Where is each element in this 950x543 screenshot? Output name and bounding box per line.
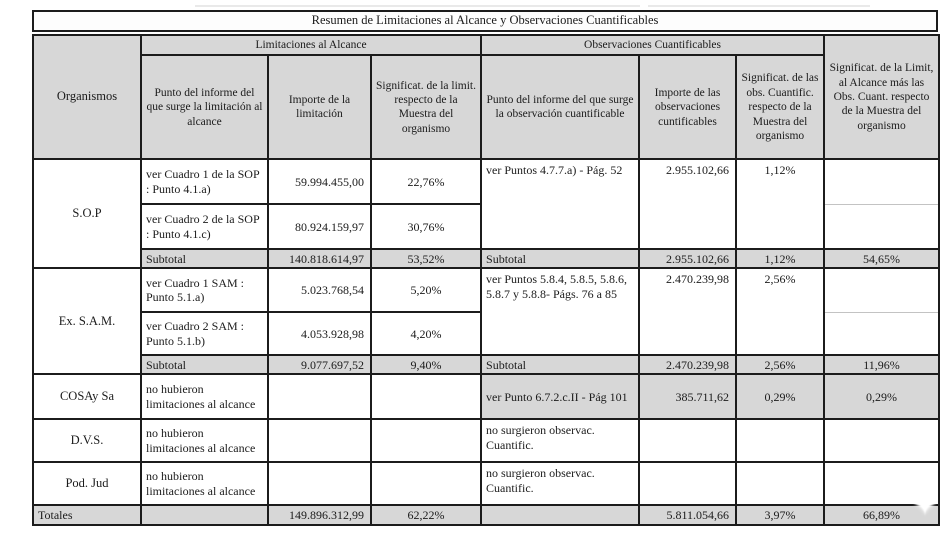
sam-subtotal-importe-obs: 2.470.239,98 bbox=[639, 355, 736, 374]
sam-subtotal-label-obs: Subtotal bbox=[481, 355, 639, 374]
header-group-limitaciones: Limitaciones al Alcance bbox=[141, 35, 481, 55]
header-importe-limitacion: Importe de la limitación bbox=[268, 55, 371, 159]
sop-limitacion-2-punto: ver Cuadro 2 de la SOP : Punto 4.1.c) bbox=[141, 204, 268, 249]
sop-signif-total-empty bbox=[824, 159, 939, 204]
org-name-cosay: COSAy Sa bbox=[33, 374, 141, 419]
table-row bbox=[33, 159, 939, 204]
totales-signif-total: 66,89% bbox=[824, 505, 939, 525]
table-row bbox=[33, 374, 939, 419]
sam-subtotal-label: Subtotal bbox=[141, 355, 268, 374]
sam-limitacion-2-importe: 4.053.928,98 bbox=[268, 312, 371, 355]
sop-limitacion-2-importe: 80.924.159,97 bbox=[268, 204, 371, 249]
sam-subtotal-signif-obs: 2,56% bbox=[736, 355, 824, 374]
totales-signif-lim: 62,22% bbox=[371, 505, 481, 525]
sop-subtotal-signif-lim: 53,52% bbox=[371, 249, 481, 268]
header-group-observaciones: Observaciones Cuantificables bbox=[481, 35, 824, 55]
table-row bbox=[33, 268, 939, 312]
table-sheet bbox=[32, 10, 938, 526]
sop-subtotal-signif-total: 54,65% bbox=[824, 249, 939, 268]
scan-artifact bbox=[195, 5, 640, 7]
sam-limitacion-1-signif: 5,20% bbox=[371, 268, 481, 312]
sop-subtotal-label: Subtotal bbox=[141, 249, 268, 268]
header-organismos: Organismos bbox=[33, 35, 141, 159]
header-signif-limit-mas-obs: Significat. de la Limit, al Alcance más las Obs. Cuant. respecto de la Muestra del organismo bbox=[824, 35, 939, 159]
totales-importe-lim: 149.896.312,99 bbox=[268, 505, 371, 525]
org-name-dvs: D.V.S. bbox=[33, 419, 141, 462]
table-row bbox=[33, 35, 939, 55]
dvs-observacion-punto: no surgieron observac. Cuantific. bbox=[481, 419, 639, 462]
sam-limitacion-1-importe: 5.023.768,54 bbox=[268, 268, 371, 312]
sam-observacion-signif: 2,56% bbox=[736, 268, 824, 355]
sam-signif-total-empty bbox=[824, 312, 939, 355]
sop-limitacion-2-signif: 30,76% bbox=[371, 204, 481, 249]
cosay-observacion-punto: ver Punto 6.7.2.c.II - Pág 101 bbox=[481, 374, 639, 419]
cosay-limitacion: no hubieron limitaciones al alcance bbox=[141, 374, 268, 419]
table-row bbox=[33, 55, 939, 159]
sam-subtotal-signif-lim: 9,40% bbox=[371, 355, 481, 374]
sparkle-watermark-icon: ✦ bbox=[912, 488, 938, 523]
podjud-observacion-importe-empty bbox=[639, 462, 736, 505]
sam-signif-total-empty bbox=[824, 268, 939, 312]
cosay-signif-lim-empty bbox=[371, 374, 481, 419]
dvs-observacion-signif-empty bbox=[736, 419, 824, 462]
header-signif-limitacion: Significat. de la limit. respecto de la Muestra del organismo bbox=[371, 55, 481, 159]
totales-punto-empty bbox=[141, 505, 268, 525]
sam-limitacion-2-signif: 4,20% bbox=[371, 312, 481, 355]
podjud-signif-lim-empty bbox=[371, 462, 481, 505]
table-row bbox=[33, 249, 939, 268]
org-name-podjud: Pod. Jud bbox=[33, 462, 141, 505]
cosay-observacion-signif: 0,29% bbox=[736, 374, 824, 419]
dvs-observacion-importe-empty bbox=[639, 419, 736, 462]
table-row bbox=[33, 462, 939, 505]
dvs-signif-lim-empty bbox=[371, 419, 481, 462]
dvs-signif-total-empty bbox=[824, 419, 939, 462]
table-row bbox=[33, 419, 939, 462]
sop-limitacion-1-punto: ver Cuadro 1 de la SOP : Punto 4.1.a) bbox=[141, 159, 268, 204]
summary-table bbox=[32, 34, 940, 526]
sam-observacion-importe: 2.470.239,98 bbox=[639, 268, 736, 355]
totales-label: Totales bbox=[33, 505, 141, 525]
sop-subtotal-importe-obs: 2.955.102,66 bbox=[639, 249, 736, 268]
sam-limitacion-2-punto: ver Cuadro 2 SAM : Punto 5.1.b) bbox=[141, 312, 268, 355]
podjud-observacion-punto: no surgieron observac. Cuantific. bbox=[481, 462, 639, 505]
header-signif-observaciones: Significat. de las obs. Cuantific. respecto de la Muestra del organismo bbox=[736, 55, 824, 159]
sop-observacion-signif: 1,12% bbox=[736, 159, 824, 249]
sop-subtotal-importe-lim: 140.818.614,97 bbox=[268, 249, 371, 268]
podjud-limitacion: no hubieron limitaciones al alcance bbox=[141, 462, 268, 505]
sop-limitacion-1-signif: 22,76% bbox=[371, 159, 481, 204]
header-importe-observaciones: Importe de las observaciones cuntificables bbox=[639, 55, 736, 159]
org-name-sop: S.O.P bbox=[33, 159, 141, 268]
sop-observacion-importe: 2.955.102,66 bbox=[639, 159, 736, 249]
sop-signif-total-empty bbox=[824, 204, 939, 249]
sop-observacion-punto: ver Puntos 4.7.7.a) - Pág. 52 bbox=[481, 159, 639, 249]
cosay-importe-lim-empty bbox=[268, 374, 371, 419]
scan-artifact bbox=[648, 5, 870, 7]
totales-signif-obs: 3,97% bbox=[736, 505, 824, 525]
cosay-signif-total: 0,29% bbox=[824, 374, 939, 419]
dvs-limitacion: no hubieron limitaciones al alcance bbox=[141, 419, 268, 462]
sop-subtotal-signif-obs: 1,12% bbox=[736, 249, 824, 268]
sop-limitacion-1-importe: 59.994.455,00 bbox=[268, 159, 371, 204]
header-punto-limitacion: Punto del informe del que surge la limitación al alcance bbox=[141, 55, 268, 159]
sam-observacion-punto: ver Puntos 5.8.4, 5.8.5, 5.8.6, 5.8.7 y 5.8.8- Págs. 76 a 85 bbox=[481, 268, 639, 355]
dvs-importe-lim-empty bbox=[268, 419, 371, 462]
table-row bbox=[33, 505, 939, 525]
sam-limitacion-1-punto: ver Cuadro 1 SAM : Punto 5.1.a) bbox=[141, 268, 268, 312]
org-name-sam: Ex. S.A.M. bbox=[33, 268, 141, 374]
cosay-observacion-importe: 385.711,62 bbox=[639, 374, 736, 419]
header-punto-observacion: Punto del informe del que surge la observación cuantificable bbox=[481, 55, 639, 159]
page-title: Resumen de Limitaciones al Alcance y Observaciones Cuantificables bbox=[32, 10, 938, 32]
podjud-importe-lim-empty bbox=[268, 462, 371, 505]
totales-obs-punto-empty bbox=[481, 505, 639, 525]
sam-subtotal-signif-total: 11,96% bbox=[824, 355, 939, 374]
table-row bbox=[33, 355, 939, 374]
sam-subtotal-importe-lim: 9.077.697,52 bbox=[268, 355, 371, 374]
podjud-observacion-signif-empty bbox=[736, 462, 824, 505]
sop-subtotal-label-obs: Subtotal bbox=[481, 249, 639, 268]
totales-importe-obs: 5.811.054,66 bbox=[639, 505, 736, 525]
